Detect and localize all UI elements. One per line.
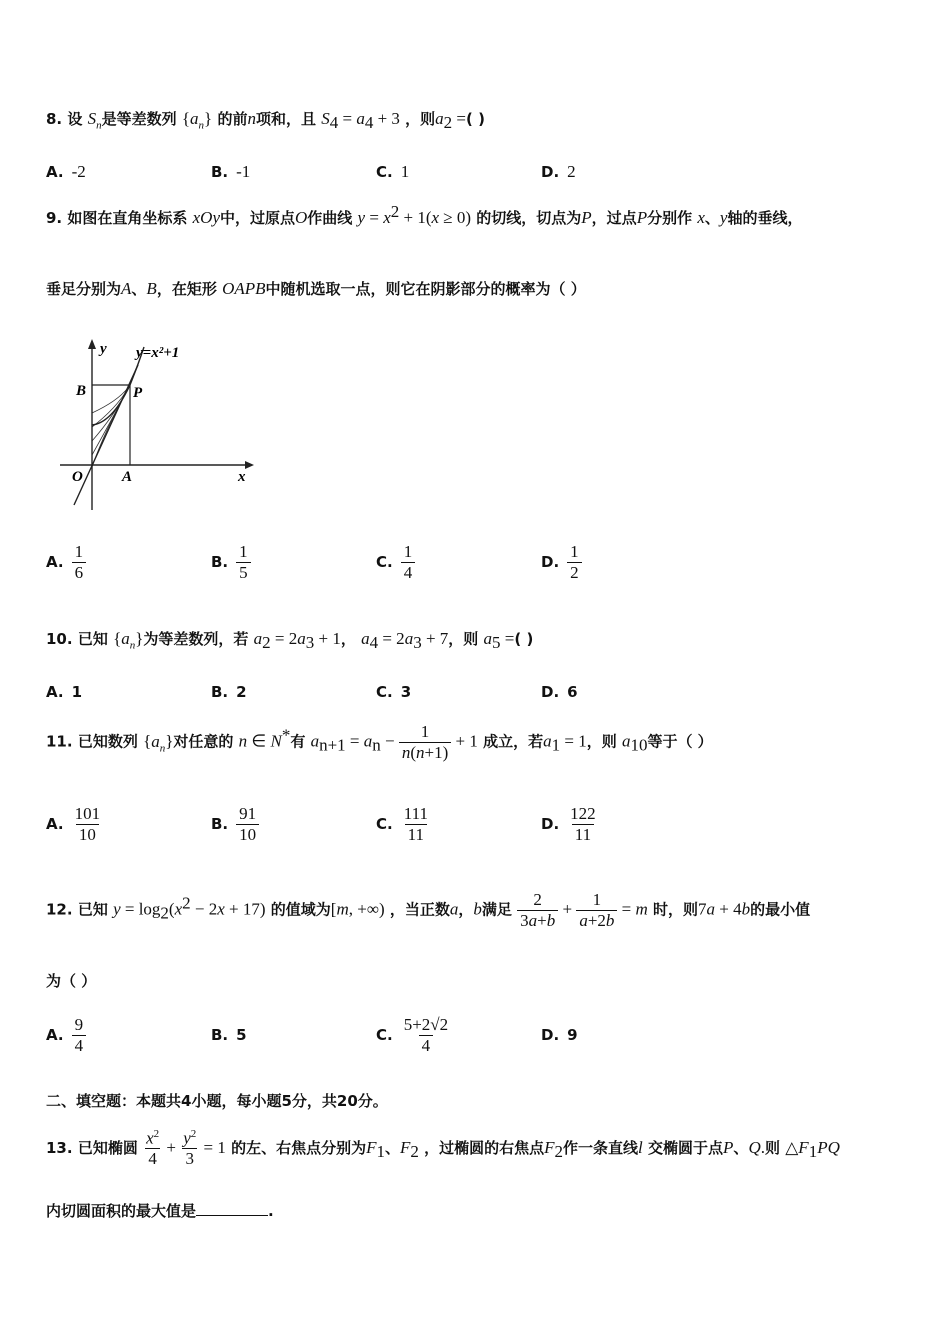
q13-stem-line1: 13. 已知椭圆 $\frac{x^2}{4}$ + $\frac{y^2}{3}$ = 1 的左、右焦点分别为$F_1$、$F_2$ ，过椭圆的右焦点$F_2$作一条直线l 交椭圆于点P、Q.则 $\triangle F_1PQ$ [46, 1128, 840, 1169]
option-b[interactable]: B. 2 [211, 683, 247, 701]
q12-options [46, 1010, 926, 1060]
option-c[interactable]: C. 1 [376, 162, 410, 181]
q13-stem-line2: 内切圆面积的最大值是 . [46, 1202, 274, 1220]
option-a[interactable]: A. $\frac{1}{6}$ [46, 540, 86, 584]
q11-options [46, 800, 926, 848]
option-c[interactable]: C. $\frac{111}{11}$ [376, 803, 428, 844]
option-c[interactable]: C. 3 [376, 683, 412, 701]
q10-options [46, 672, 926, 712]
option-b[interactable]: B. $\frac{91}{10}$ [211, 800, 259, 848]
label-x: x [238, 469, 246, 485]
option-b[interactable]: B. -1 [211, 162, 251, 181]
q11-stem: 11. 已知数列 $\{a_n\}$对任意的 n ∈ N*有 $a_{n+1} = a_n$ − $\frac{1}{n(n+1)}$ + 1 成立，若$a_1 = 1$，则 $a_{10}$等于（ ） [46, 722, 713, 762]
option-a[interactable]: A. 1 [46, 683, 83, 701]
answer-blank[interactable] [196, 1201, 268, 1216]
option-b[interactable]: B. $\frac{1}{5}$ [211, 540, 251, 584]
label-p: P [133, 385, 143, 401]
option-d[interactable]: D. 6 [541, 683, 578, 701]
q12-stem-line1: 12. 已知 $y = \log_2(x^2 - 2x + 17)$ 的值域为[m, +∞) ，当正数a，b满足 $\frac{2}{3a+b}$ + $\frac{1}{a+2b}$ = m 时，则7a + 4b的最小值 [46, 890, 811, 930]
option-a[interactable]: A. -2 [46, 162, 86, 181]
option-a[interactable]: A. $\frac{9}{4}$ [46, 1010, 86, 1060]
label-a: A [122, 469, 133, 485]
label-b: B [76, 383, 87, 399]
q9-options [46, 540, 926, 584]
option-d[interactable]: D. $\frac{1}{2}$ [541, 540, 582, 584]
q12-stem-line2: 为（ ） [46, 972, 97, 990]
label-y: y [100, 341, 107, 357]
option-d[interactable]: D. 2 [541, 162, 576, 181]
label-curve: y=x²+1 [136, 345, 180, 361]
y-axis-arrow-icon [88, 339, 96, 349]
option-d[interactable]: D. $\frac{122}{11}$ [541, 803, 596, 844]
option-b[interactable]: B. 5 [211, 1026, 247, 1044]
option-c[interactable]: C. $\frac{1}{4}$ [376, 540, 415, 584]
q10-stem: 10. 已知 $\{a_n\}$为等差数列，若 $a_2 = 2a_3 + 1$， $a_4 = 2a_3 + 7$，则 $a_5$ =( ) [46, 629, 534, 652]
option-a[interactable]: A. $\frac{101}{10}$ [46, 803, 101, 844]
q9-figure [60, 335, 260, 515]
option-d[interactable]: D. 9 [541, 1026, 578, 1044]
section-heading: 二、填空题：本题共4小题，每小题5分，共20分。 [46, 1092, 388, 1110]
q9-stem-line1: 9. 如图在直角坐标系 xOy中，过原点O作曲线 $y = x^2 + 1(x \ge 0)$ 的切线，切点为P，过点P分别作 x、y轴的垂线， [46, 202, 803, 227]
q8-stem: 8. 设 $S_n$是等差数列 $\{a_n\}$ 的前n项和，且 $S_4 = a_4 + 3$ ，则$a_2$ =( ) [46, 109, 485, 132]
option-c[interactable]: C. $\frac{5+2√2}{4}$ [376, 1014, 449, 1055]
x-axis-arrow-icon [245, 461, 254, 469]
q9-stem-line2: 垂足分别为A、B，在矩形 OAPB中随机选取一点，则它在阴影部分的概率为（ ） [46, 279, 586, 298]
q8-options [46, 152, 926, 192]
label-o: O [72, 469, 83, 485]
